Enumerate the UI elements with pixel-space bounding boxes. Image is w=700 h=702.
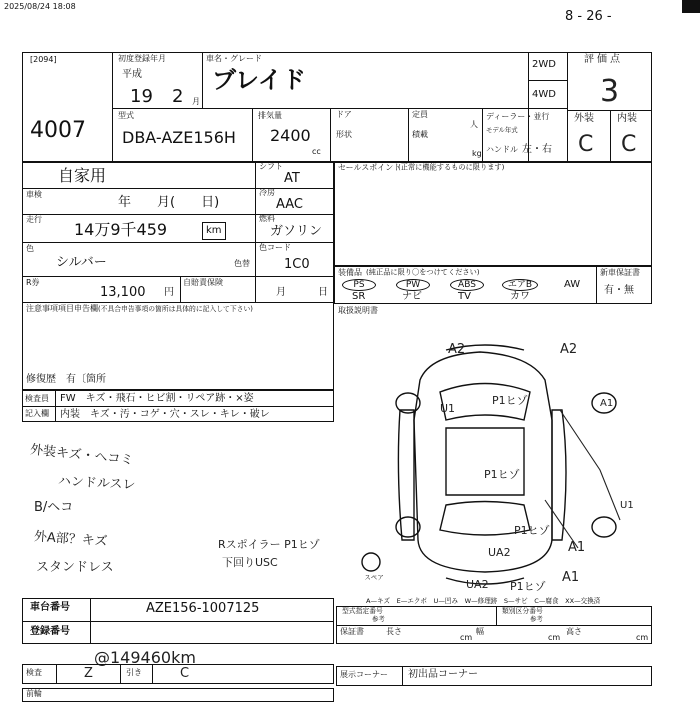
exterior-label: 外装 (574, 113, 594, 124)
recycle-value: 13,100 (100, 285, 146, 300)
repair-label: 修復歴 (26, 374, 56, 385)
mark-a1-far: A1 (600, 398, 614, 409)
door-label: ドア (336, 110, 352, 119)
length-label: 長さ (386, 627, 402, 636)
inspector-note-3: B/ヘコ (34, 500, 74, 515)
equip-sr: SR (352, 291, 366, 302)
handle-value: 左・右 (522, 144, 552, 155)
print-timestamp: 2025/08/24 18:08 (4, 2, 76, 11)
equip-tv: TV (458, 291, 471, 302)
shift-value: AT (284, 171, 300, 186)
model-code: DBA-AZE156H (122, 128, 236, 147)
page-number: 8 - 26 - (565, 9, 612, 24)
equip-navi: ナビ (402, 291, 422, 302)
mark-p1-front: P1ヒゾ (492, 394, 528, 407)
dealer-label: ディーラー・並行 (486, 112, 550, 121)
mileage-value: 14万9千459 (74, 220, 168, 239)
color-code-value: 1C0 (284, 257, 310, 272)
equip-airbag: エアB (502, 279, 538, 291)
grade-score: 3 (600, 74, 620, 109)
insurance-month: 月 (276, 287, 286, 298)
displacement-value: 2400 (270, 126, 311, 145)
equip-ps: PS (342, 279, 376, 291)
handwritten-mileage: @149460km (94, 648, 196, 667)
mark-ua2-rear: UA2 (488, 546, 511, 559)
color-label: 色 (26, 244, 34, 253)
sales-point-label: セールスポイント (338, 163, 402, 172)
height-unit: cm (636, 633, 649, 642)
wheel-rear-left (396, 517, 420, 537)
displacement-label: 排気量 (258, 111, 282, 120)
class-number-label: 類別区分番号 (502, 607, 543, 615)
inspect-value: Z (84, 666, 93, 681)
equip-leather: カワ (510, 291, 530, 302)
fuel-value: ガソリン (270, 224, 323, 239)
sales-point-sub: (正常に機能するものに限ります) (398, 163, 505, 172)
manual-label: 新車保証書 (600, 268, 640, 277)
height-label: 高さ (566, 627, 582, 636)
equipment-label: 装備品 (338, 268, 362, 277)
manual-value: 有・無 (604, 285, 634, 296)
width-unit: cm (548, 633, 561, 642)
inspect-label: 検査 (26, 668, 42, 677)
load-unit: kg (472, 149, 482, 158)
first-out-corner-label: 初出品コーナー (408, 669, 478, 680)
defect-row2-label: 記入欄 (25, 409, 49, 418)
defect-row1-items: FW キズ・飛石・ヒビ割・リペア跡・×姿 (60, 393, 254, 404)
model-label: 型式 (118, 111, 134, 120)
capacity-unit: 人 (470, 120, 478, 129)
mileage-label: 走行 (26, 215, 42, 224)
equipment-sub: (純正品に限り〇をつけてください) (366, 268, 480, 277)
drive-2wd: 2WD (532, 59, 556, 70)
ac-value: AAC (276, 197, 303, 212)
mark-u1-left: U1 (440, 402, 456, 415)
car-name-label: 車名・グレード (206, 54, 262, 63)
inspector-note-5: スタンドレス (36, 560, 114, 575)
lot-code: [2094] (30, 55, 57, 64)
capacity-label: 定員 (412, 110, 428, 119)
insurance-day: 日 (318, 287, 328, 298)
equip-pw: PW (396, 279, 430, 291)
registration-month: 2 (172, 86, 184, 107)
registration-number-label: 登録番号 (30, 626, 70, 637)
chassis-label: 車台番号 (30, 602, 70, 613)
displacement-unit: cc (312, 147, 321, 156)
spare-label: スペア (364, 574, 384, 582)
pull-label: 引き (126, 668, 142, 677)
extra-label: 前輪 (26, 689, 42, 698)
car-body-outline (414, 352, 552, 572)
inspection-value: 年 月( 日) (118, 195, 220, 210)
interior-grade: C (621, 132, 637, 157)
first-registration-label: 初度登録年月 (118, 54, 166, 63)
inspector-note-2: ハンドルスレ (57, 473, 136, 494)
recycle-label: R券 (26, 278, 40, 287)
grade-title: 評価点 (584, 54, 623, 65)
defect-row2-items: 内装 キズ・汚・コゲ・穴・スレ・キレ・破レ (60, 409, 270, 420)
type-designation-label: 型式指定番号 (342, 607, 383, 615)
mark-ua2-bottom: UA2 (466, 578, 489, 591)
type-designation-sub: 参考 (372, 615, 385, 623)
mark-u1-right: U1 (620, 500, 634, 511)
inspector-note-4: 外A部？キズ (33, 529, 108, 550)
usage-value: 自家用 (58, 166, 107, 185)
pull-value: C (180, 666, 190, 681)
handle-label: ハンドル (486, 145, 518, 154)
left-side-view (398, 410, 414, 540)
month-unit: 月 (192, 97, 200, 106)
car-name: ブレイド (212, 66, 306, 94)
mark-a1-bottom: A1 (562, 570, 580, 585)
spare-tire-icon (362, 553, 380, 571)
recycle-unit: 円 (164, 287, 174, 298)
mark-p1-rear: P1ヒゾ (514, 524, 550, 537)
shift-label: シフト (259, 162, 283, 171)
defect-row1-label: 検査員 (25, 394, 49, 403)
color-value: シルバー (56, 255, 107, 270)
drive-4wd: 4WD (532, 89, 556, 100)
exterior-grade: C (578, 132, 594, 157)
notes-label: 注意事項項目申告欄 (26, 304, 98, 313)
shape-label: 形状 (336, 130, 352, 139)
roof-panel (446, 428, 524, 495)
accessories-label: 取扱説明書 (338, 306, 378, 315)
color-code-label: 色コード (259, 243, 291, 252)
era-label: 平成 (122, 69, 142, 80)
class-number-sub: 参考 (530, 615, 543, 623)
mark-a2-left: A2 (448, 342, 466, 357)
diagram-left-note: Rスポイラー P1ヒゾ (218, 538, 320, 551)
inspection-label: 車検 (26, 190, 42, 199)
insurance-label: 自賠責保険 (183, 278, 223, 287)
lot-number: 4007 (30, 118, 86, 143)
record-label: 保証書 (340, 627, 364, 636)
length-unit: cm (460, 633, 473, 642)
repair-value: 有〔箇所 (66, 374, 106, 385)
interior-label: 内装 (617, 113, 637, 124)
mark-a2-right: A2 (560, 342, 578, 357)
model-year-label: モデル年式 (486, 126, 518, 134)
diagram-left-note-2: 下回りUSC (222, 556, 278, 569)
color-change-label: 色替 (234, 259, 250, 268)
display-corner-label: 展示コーナー (340, 670, 388, 679)
inspector-note-1: 外装キズ・ヘコミ (29, 442, 135, 469)
inspection-row (22, 664, 334, 684)
registration-year: 19 (130, 86, 153, 107)
notes-sub: (不具合申告事項の箇所は具体的に記入して下さい) (98, 305, 253, 313)
wheel-rear-right (592, 517, 616, 537)
mark-a1-right: A1 (568, 540, 586, 555)
equip-abs: ABS (450, 279, 484, 291)
fuel-label: 燃料 (259, 214, 275, 223)
ac-label: 冷房 (259, 188, 275, 197)
defect-legend: A—キズ E—エクボ U—凹み W—修理跡 S—サビ C—腐食 XX—交換済 (366, 597, 601, 605)
equip-aw: AW (564, 279, 581, 290)
load-label: 積載 (412, 130, 428, 139)
width-label: 幅 (476, 627, 484, 636)
mark-p1-roof: P1ヒゾ (484, 468, 520, 481)
mileage-unit: km (206, 225, 222, 236)
chassis-number: AZE156-1007125 (146, 601, 260, 616)
mark-p1-bottom: P1ヒゾ (510, 580, 546, 593)
